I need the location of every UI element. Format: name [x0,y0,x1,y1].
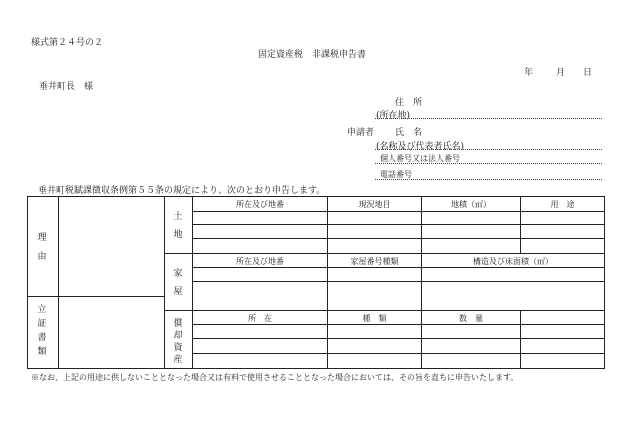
land-header-area: 地積（㎡） [451,200,491,209]
form-style-number: 様式第２４号の２ [31,38,104,48]
land-header-location: 所在及び地番 [236,200,284,209]
depreciable-header-type: 種 類 [362,314,387,323]
land-header-current-use: 現況地目 [358,200,391,209]
name-sub-label: (名称及び代表者氏名) [376,142,465,152]
applicant-label: 申請者 [347,128,375,138]
id-number-line[interactable] [375,163,602,164]
depreciable-header-quantity: 数 量 [459,314,483,323]
date-year-label: 年 [524,68,534,78]
id-number-label: 個人番号又は法人番号 [380,154,460,163]
reason-entry-area[interactable] [59,197,164,296]
house-header-location: 所在及び地番 [236,257,284,266]
date-month-label: 月 [556,68,566,78]
house-header-number-type: 家屋番号種類 [350,257,399,266]
land-label-1: 土 [173,212,183,222]
proof-label-4: 類 [37,347,47,357]
addressee: 垂井町長 様 [39,82,94,92]
depreciable-label-4: 産 [173,355,183,365]
address-line[interactable] [375,118,602,119]
footnote: ※なお、上記の用途に供しないこととなった場合又は有料で使用させることとなった場合においては、その旨を直ちに申告いたします。 [31,373,519,382]
date-day-label: 日 [583,68,593,78]
location-label: (所在地) [376,111,411,121]
name-line[interactable] [375,149,602,150]
house-header-structure-area: 構造及び床面積（㎡） [473,257,553,266]
house-label-2: 屋 [173,287,183,297]
form-title: 固定資産税 非課税申告書 [258,50,367,60]
land-label-2: 地 [173,230,183,240]
land-header-purpose: 用 途 [550,200,575,209]
name-label: 氏 名 [395,128,423,138]
proof-label-2: 証 [37,319,47,329]
depreciable-label-3: 資 [173,343,183,353]
depreciable-label-2: 却 [173,331,183,341]
depreciable-label-1: 償 [173,319,183,329]
reason-label-1: 理 [37,233,47,243]
reason-label-2: 由 [37,252,47,262]
house-label-1: 家 [173,269,183,279]
proof-label-1: 立 [37,305,47,315]
phone-line[interactable] [375,179,602,180]
statement: 垂井町税賦課徴収条例第５５条の規定により、次のとおり申告します。 [38,186,326,196]
address-label: 住 所 [395,98,423,108]
proof-entry-area[interactable] [59,297,164,368]
proof-label-3: 書 [37,333,47,343]
depreciable-header-location: 所 在 [248,314,272,323]
phone-label: 電話番号 [380,170,412,179]
